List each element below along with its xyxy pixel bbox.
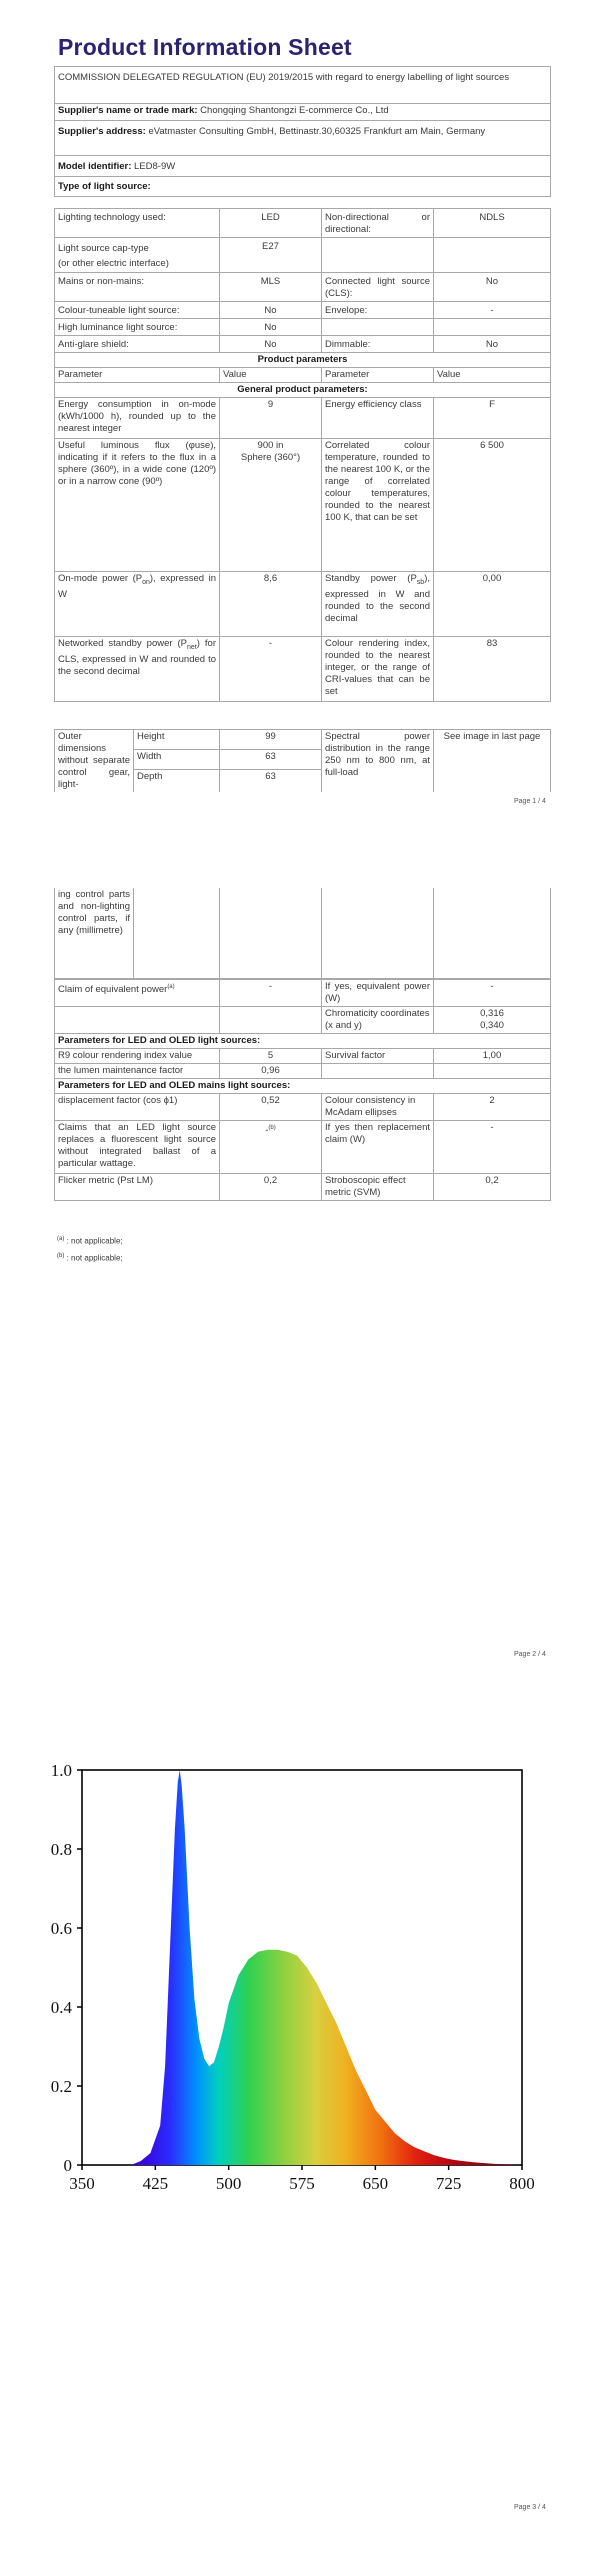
chromaticity-value [434, 1007, 551, 1034]
cap-type-cell [55, 238, 220, 273]
energy-class-label: Energy efficiency class [322, 398, 434, 439]
standby-label-a: Standby power (P [325, 573, 417, 584]
model-value: LED8-9W [134, 161, 176, 172]
y-tick-label: 0.4 [50, 1998, 72, 2017]
envelope-label: Envelope: [322, 302, 434, 319]
chart-series [82, 1770, 522, 2165]
equiv-power-value: - [434, 980, 551, 1007]
outer-dim-table-p1 [54, 729, 551, 792]
cct-label: Correlated colour temperature, rounded to the nearest 100 K, or the range of correlated colour temperatures, rounded to the nearest 100 K, that can be set [322, 439, 434, 572]
flux-value-2: Sphere (360°) [240, 452, 301, 463]
onmode-value: 8,6 [220, 572, 322, 637]
spectrum-area [82, 1770, 522, 2165]
claims-led-sup: (b) [268, 1125, 276, 1131]
high-lum-label: High luminance light source: [55, 319, 220, 336]
non-directional-label: Non-directional or directional: [322, 209, 434, 238]
strobo-value: 0,2 [434, 1174, 551, 1201]
x-tick-label: 500 [215, 2174, 242, 2193]
onmode-sub: on [142, 578, 150, 586]
flux-value-cell [220, 439, 322, 572]
y-tick-label: 1.0 [50, 1761, 72, 1780]
value-header-2: Value [434, 368, 551, 383]
flux-value-1: 900 in [257, 440, 284, 451]
depth-value: 63 [220, 770, 322, 792]
supplier-name-label: Supplier's name or trade mark: [58, 105, 198, 116]
displacement-value: 0,52 [220, 1094, 322, 1121]
onmode-label-b: ), expressed in W [58, 573, 216, 600]
equiv-power-label: If yes, equivalent power (W) [322, 980, 434, 1007]
model-row [55, 156, 551, 177]
survival-value: 1,00 [434, 1049, 551, 1064]
mains-value: MLS [220, 273, 322, 302]
claims-led-dash: - [265, 1125, 269, 1137]
x-tick-label: 650 [362, 2174, 389, 2193]
displacement-label: displacement factor (cos ϕ1) [55, 1094, 220, 1121]
onmode-label [55, 572, 220, 637]
regulation-text: COMMISSION DELEGATED REGULATION (EU) 2019/2015 with regard to energy labelling of light sources [55, 67, 551, 104]
cap-type-label: Light source cap-type [58, 243, 149, 254]
param-header-1: Parameter [55, 368, 220, 383]
energy-cons-label: Energy consumption in on-mode (kWh/1000 h), rounded up to the nearest integer [55, 398, 220, 439]
claim-equiv-text: Claim of equivalent power [58, 984, 168, 996]
footnote-b-text: : not applicable; [66, 1253, 123, 1263]
supplier-name-row [55, 104, 551, 121]
height-value: 99 [220, 730, 322, 750]
supplier-address-label: Supplier's address: [58, 126, 146, 137]
continuation-table [54, 888, 551, 979]
cct-value: 6 500 [434, 439, 551, 572]
outer-dim-cont: ing control parts and non-lighting control parts, if any (millimetre) [55, 888, 134, 979]
standby-label-b: ), expressed in W and rounded to the second decimal [325, 573, 430, 624]
value-header-1: Value [220, 368, 322, 383]
cls-value: No [434, 273, 551, 302]
y-tick-label: 0.8 [50, 1840, 72, 1859]
x-tick-label: 725 [435, 2174, 462, 2193]
standby-value: 0,00 [434, 572, 551, 637]
page-number-2: Page 2 / 4 [514, 1651, 546, 1658]
net-standby-label [55, 637, 220, 702]
page-number-1: Page 1 / 4 [514, 798, 546, 805]
chromaticity-y: 0,340 [480, 1020, 504, 1031]
supplier-name-value: Chongqing Shantongzi E-commerce Co., Ltd [200, 105, 389, 116]
page-title: Product Information Sheet [58, 34, 352, 60]
envelope-value: - [434, 302, 551, 319]
net-standby-label-b: ) for CLS, expressed in W and rounded to the second decimal [58, 638, 217, 677]
spectral-power-chart [40, 1760, 560, 2230]
led-params-heading: Parameters for LED and OLED light sources: [55, 1034, 551, 1049]
supplier-address-value: eVatmaster Consulting GmbH, Bettinastr.30,60325 Frankfurt am Main, Germany [148, 126, 486, 137]
general-params-heading: General product parameters: [55, 383, 551, 398]
x-tick-label: 800 [509, 2174, 535, 2193]
lumen-label: the lumen maintenance factor [55, 1064, 220, 1079]
depth-label: Depth [134, 770, 220, 792]
claim-equiv-label [55, 980, 220, 1007]
strobo-label: Stroboscopic effect metric (SVM) [322, 1174, 434, 1201]
net-standby-label-a: Networked standby power (P [58, 638, 188, 649]
x-tick-label: 575 [289, 2174, 315, 2193]
supplier-address-row [55, 121, 551, 156]
flicker-value: 0,2 [220, 1174, 322, 1201]
footnote-b-mark: (b) [57, 1253, 65, 1259]
cap-type-value: E27 [220, 238, 322, 273]
spectral-label: Spectral power distribution in the range 250 nm to 800 nm, at full-load [322, 730, 434, 793]
supplier-table [54, 66, 551, 197]
type-label: Type of light source: [55, 177, 551, 197]
anti-glare-label: Anti-glare shield: [55, 336, 220, 353]
cap-type-label-2: (or other electric interface) [58, 258, 169, 269]
flux-label: Useful luminous flux (φuse), indicating if it refers to the flux in a sphere (360º), in a wide cone (120º) or in a narrow cone (90º) [55, 439, 220, 572]
chromaticity-label: Chromaticity coordinates (x and y) [322, 1007, 434, 1034]
anti-glare-value: No [220, 336, 322, 353]
footnote-a [57, 1236, 123, 1246]
chromaticity-x: 0,316 [480, 1008, 504, 1019]
x-tick-label: 425 [142, 2174, 169, 2193]
mains-label: Mains or non-mains: [55, 273, 220, 302]
spectral-value: See image in last page [434, 730, 551, 793]
dimmable-label: Dimmable: [322, 336, 434, 353]
cri-value: 83 [434, 637, 551, 702]
flicker-label: Flicker metric (Pst LM) [55, 1174, 220, 1201]
light-source-table [54, 208, 551, 702]
replacement-label: If yes then replacement claim (W) [322, 1121, 434, 1174]
energy-class-value: F [434, 398, 551, 439]
colour-tune-label: Colour-tuneable light source: [55, 302, 220, 319]
net-standby-sub: net [187, 643, 197, 651]
high-lum-value: No [220, 319, 322, 336]
lighting-tech-value: LED [220, 209, 322, 238]
page-number-3: Page 3 / 4 [514, 2504, 546, 2511]
lighting-tech-label: Lighting technology used: [55, 209, 220, 238]
survival-label: Survival factor [322, 1049, 434, 1064]
standby-label [322, 572, 434, 637]
y-tick-label: 0.2 [50, 2077, 72, 2096]
y-tick-label: 0.6 [50, 1919, 72, 1938]
claims-led-value [220, 1121, 322, 1174]
non-directional-value: NDLS [434, 209, 551, 238]
width-value: 63 [220, 750, 322, 770]
model-label: Model identifier: [58, 161, 132, 172]
energy-cons-value: 9 [220, 398, 322, 439]
colour-tune-value: No [220, 302, 322, 319]
page2-table [54, 979, 551, 1201]
claims-led-label: Claims that an LED light source replaces a fluorescent light source without integrated ballast of a particular wattage. [55, 1121, 220, 1174]
footnote-a-text: : not applicable; [66, 1236, 123, 1246]
claim-equiv-value: - [220, 980, 322, 1007]
led-mains-params-heading: Parameters for LED and OLED mains light sources: [55, 1079, 551, 1094]
net-standby-value: - [220, 637, 322, 702]
x-tick-label: 350 [69, 2174, 95, 2193]
footnote-a-mark: (a) [57, 1236, 65, 1242]
claim-equiv-sup: (a) [167, 984, 175, 990]
r9-label: R9 colour rendering index value [55, 1049, 220, 1064]
replacement-value: - [434, 1121, 551, 1174]
dimmable-value: No [434, 336, 551, 353]
colour-consistency-label: Colour consistency in McAdam ellipses [322, 1094, 434, 1121]
cls-label: Connected light source (CLS): [322, 273, 434, 302]
colour-consistency-value: 2 [434, 1094, 551, 1121]
param-header-2: Parameter [322, 368, 434, 383]
y-tick-label: 0 [63, 2156, 72, 2175]
footnote-b [57, 1253, 123, 1263]
product-params-heading: Product parameters [55, 353, 551, 368]
width-label: Width [134, 750, 220, 770]
standby-sub: sb [416, 578, 425, 586]
onmode-label-a: On-mode power (P [58, 573, 143, 584]
r9-value: 5 [220, 1049, 322, 1064]
outer-dim-label: Outer dimensions without separate control gear, light- [55, 730, 134, 793]
height-label: Height [134, 730, 220, 750]
cri-label: Colour rendering index, rounded to the nearest integer, or the range of CRI-values that can be set [322, 637, 434, 702]
lumen-value: 0,96 [220, 1064, 322, 1079]
